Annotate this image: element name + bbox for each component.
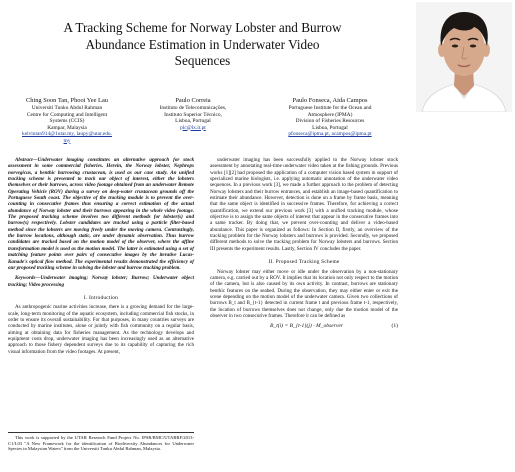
author-email-link[interactable]: plc@lx.it.pt [180, 124, 206, 131]
intro-paragraph: As anthropogenic marine activities increase, there is a growing demand for the large-scale, long-term monitoring of the aquatic ecosystem, including commercial fish stocks, in order to ensure its overall sustainability. For that purposes, in many countries surveys are conducted by marine institutes, alone or jointly with fish community on a regular basis, aiming at obtaining data for fisheries management. As the technology develops and equipment costs drop, underwater imaging has been increasingly used as an alternative approach to those fishery dependent surveys due to its capability of capturing the rich visual information from the video footages. At present, [8, 304, 194, 355]
author-email-link[interactable]: kelvintan914@1utar.my, laupy@utar.edu. [22, 131, 112, 137]
affiliation-line: Portuguese Institute for the Ocean and [288, 105, 372, 111]
affiliation-line: Lisboa, Portugal [312, 124, 348, 131]
author-block-1 [8, 97, 126, 144]
affiliation-line: Atmosphere (IPMA) [307, 111, 353, 118]
affiliation-line: Systems (CCIS) [49, 118, 85, 124]
body-paragraph: underwater imaging has been successfully applied to the Norway lobster stock assessment by annotating real-time underwater video taken at the fishing grounds. Previous works [1][2] had proposed the application of a computer vision based system in support of specialized marine biologists, i.e. applying automatic annotation of the underwater video sequences. In a previous work [3], we made a further approach to the problem of detecting Norway lobsters and their burrow entrances, and establish an image-based quantification to estimate their abundance. However, detection is done on a frame by frame basis, meaning that the same object is identified in successive frames. Therefore, for achieving a correct quantification, we extend our previous work [3] with a unified tracking module, whose objective is to assign the same objects of interest that appear in the consecutive frames into a same tracker. By doing that, we prevent over-counting and deliver a video-based abundance. This paper is organized as follows: In Section II, firstly, an overview of the tracking problem for the Norway lobsters and burrows is provided. Secondly, we proposed different methods to solve the tracking problem for Norway lobsters and burrows. Section III presents the experiment results. Lastly, Section IV concludes the paper. [210, 157, 398, 252]
equation-expression: B_t(i) = B_{t-1}(j) · M_observer [270, 323, 344, 330]
title-line-2: Abundance Estimation in Underwater Video [85, 36, 320, 52]
affiliation-line: Instituto de Telecomunicações, [159, 105, 227, 111]
affiliation-line: Kampar, Malaysia [47, 124, 87, 131]
author-portrait-image [416, 2, 512, 112]
keywords-label: Keywords— [15, 275, 41, 282]
affiliation-line: Universiti Tunku Abdul Rahman [31, 105, 103, 111]
author-photo [416, 2, 512, 112]
affiliation-line: Lisboa, Portugal [175, 118, 211, 124]
section-heading-introduction: I. Introduction [83, 294, 119, 301]
footnote [8, 432, 194, 452]
equation-number: (1) [391, 323, 398, 330]
keywords-text: Underwater imaging; Norway lobster; Burrow; Underwater object tracking; Video processing [8, 275, 194, 288]
author-block-2 [137, 97, 249, 131]
left-column [8, 157, 194, 355]
author-names: Paulo Fonseca, Aida Campos [292, 97, 368, 104]
author-names: Paulo Correia [175, 97, 211, 104]
paper-title [10, 20, 395, 70]
author-names: Ching Soon Tan, Phooi Yee Lau [26, 97, 108, 104]
author-block-3 [258, 97, 402, 138]
affiliation-line: Division of Fisheries Resources [295, 118, 365, 124]
abstract-text: Underwater imaging constitutes an alternative approach for stock assessment in some commercial fisheries. Herein, the Norway lobster, Nephrops norvegicus, a benthic burrowing crustacean, is used as our case study. An unified tracking scheme is presented to track our object of interest, either the lobsters themselves or their burrows, across video footage obtained from an underwater Remote Operating Vehicle (ROV) during a survey on deep-water crustacean grounds off the Portuguese South coast. The objective of the tracking module is to prevent the over-counting in consecutive frames thus ensuring a correct estimation of the actual abundance of Norway lobster and their burrows appearing in the whole video footage. The proposed tracking scheme involves two different methods for lobster(s) and burrow(s) respectively. Lobster candidates are tracked using a particle filter-based method since the lobsters are moving freely under the moving camera. Contrastingly, the burrow locations, although static, are under dynamic observation. Thus burrow candidates are tracked based on the motion model of the observer, where the affine transformation model is used as the motion model. The latter is estimated using a set of matching feature points over pairs of consecutive images by the iterative Lucas-Kanade's optical flow method. The experimental results demonstrated the efficiency of our proposed tracking scheme in solving the lobster and burrow tracking problem. [8, 157, 194, 271]
title-line-1: A Tracking Scheme for Norway Lobster and Burrow [63, 20, 342, 35]
keywords [8, 275, 194, 288]
equation-1 [210, 323, 398, 329]
author-email-link[interactable]: my [63, 137, 71, 144]
affiliation-line: Centre for Computing and Intelligent [26, 111, 108, 118]
title-line-3: Sequences [174, 53, 231, 68]
body-paragraph: Norway lobster may either move or idle under the observation by a non-stationary camera, e.g. carried out by a ROV. It implies that its location not only respect to the motion of the camera, but is also caused by its own activity. In contrast, burrows are stationary benthic features on the seabed. During the observation, they may either enter or exit the scene depending on the motion model of the underwater camera. Given two collections of burrows B_t and B_{t-1} detected in current frame t and previous frame t-1, respectively, the location of burrows themselves does not change, only due the motion model of the observer in two consecutive frames. Therefore it can be defined as [210, 268, 398, 319]
right-column [210, 157, 398, 332]
abstract [8, 157, 194, 271]
author-email-link[interactable]: pfonseca@ipma.pt, acampos@ipma.pt [288, 131, 372, 137]
affiliation-line: Instituto Superior Técnico, [164, 111, 222, 118]
footnote-text: This work is supported by the UTAR Research Fund Project No. IPSR/RMC/UTARRF/2013-C1/L03 "A New Framework for the identification of Biodiversity Abundances for Underwater Species in Malaysian Waters" from the Universiti Tunku Abdul Rahman, Malaysia. [8, 435, 194, 452]
section-heading-proposed-scheme: II. Proposed Tracking Scheme [268, 259, 340, 266]
abstract-label: Abstract— [15, 157, 38, 163]
